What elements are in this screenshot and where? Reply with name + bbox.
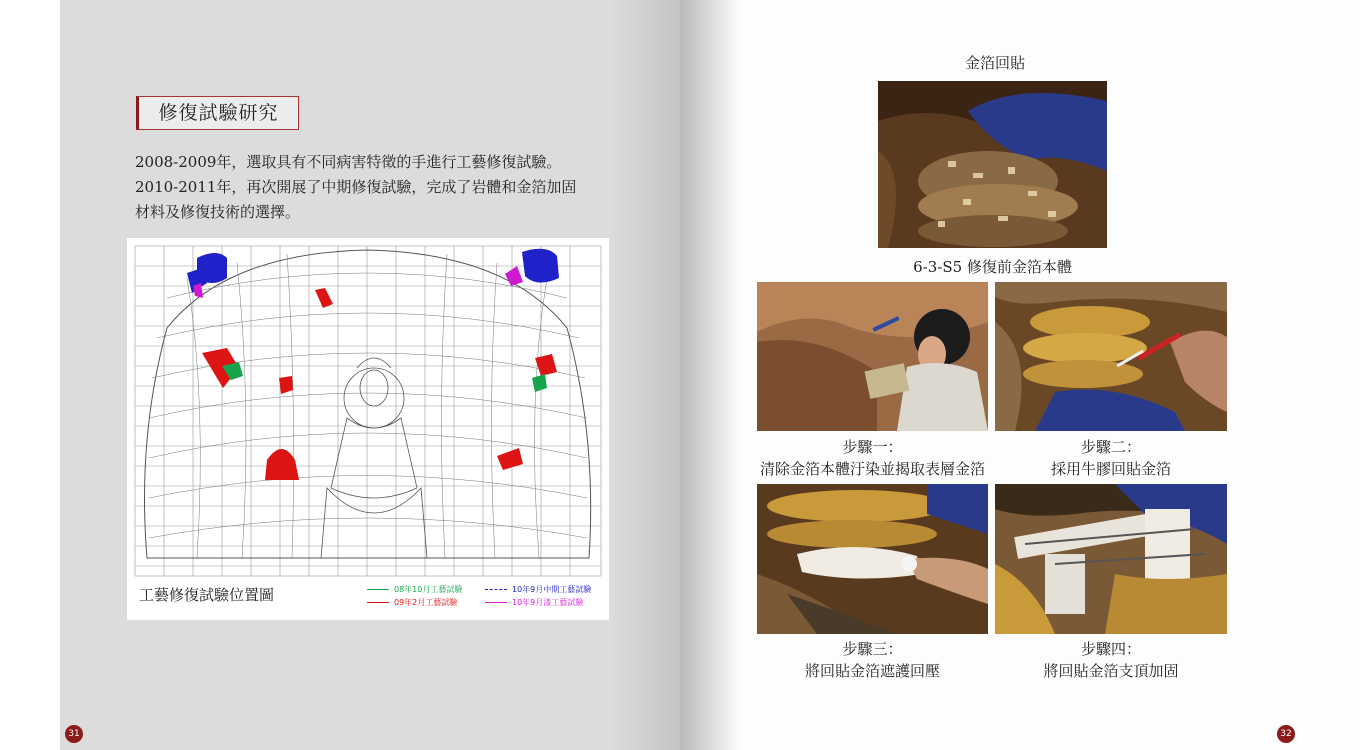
photo-step-2 <box>995 282 1227 431</box>
photo-step-1 <box>757 282 988 431</box>
map-legend <box>367 584 607 614</box>
photo-step-3 <box>757 484 988 634</box>
legend-swatch <box>367 602 389 603</box>
step-4-description: 將回貼金箔支頂加固 <box>1043 662 1179 680</box>
intro-line: 2008-2009年，選取具有不同病害特徵的手進行工藝修復試驗。 <box>135 153 562 171</box>
map-caption: 工藝修復試驗位置圖 <box>139 586 275 604</box>
intro-line: 2010-2011年，再次開展了中期修復試驗，完成了岩體和金箔加固 <box>135 178 577 196</box>
map-drawing <box>127 238 609 620</box>
step-2-label: 步驟二： <box>1080 438 1141 456</box>
photo-step-4 <box>995 484 1227 634</box>
legend-label: 08年10月工藝試驗 <box>394 585 463 594</box>
legend-item <box>485 597 583 608</box>
step-4-caption <box>995 638 1227 682</box>
page-number-left: 31 <box>65 725 83 743</box>
legend-label: 10年9月中期工藝試驗 <box>512 585 592 594</box>
intro-paragraph <box>135 150 615 225</box>
legend-item <box>485 584 591 595</box>
legend-label: 09年2月工藝試驗 <box>394 598 458 607</box>
step-1-description: 清除金箔本體汙染並揭取表層金箔 <box>759 460 985 478</box>
top-photo-caption: 6-3-S5 修復前金箔本體 <box>913 258 1072 276</box>
step-4-label: 步驟四： <box>1080 640 1141 658</box>
gutter-shadow-right <box>680 0 740 750</box>
legend-swatch <box>485 602 507 603</box>
step-3-caption <box>757 638 988 682</box>
photo-section-title: 金箔回貼 <box>964 54 1025 72</box>
intro-line: 材料及修復技術的選擇。 <box>135 203 301 221</box>
step-1-label: 步驟一： <box>842 438 903 456</box>
legend-item <box>367 597 457 608</box>
section-title: 修復試驗研究 <box>136 96 299 130</box>
legend-item <box>367 584 462 595</box>
page-number-right: 32 <box>1277 725 1295 743</box>
legend-swatch <box>367 589 389 590</box>
photo-before-restoration <box>878 81 1107 248</box>
step-2-caption <box>995 436 1227 480</box>
step-3-description: 將回貼金箔遮護回壓 <box>804 662 940 680</box>
legend-label: 10年9月漆工藝試驗 <box>512 598 584 607</box>
step-1-caption <box>757 436 988 480</box>
gutter-shadow-left <box>610 0 680 750</box>
step-2-description: 採用牛膠回貼金箔 <box>1050 460 1171 478</box>
step-3-label: 步驟三： <box>842 640 903 658</box>
restoration-test-location-map <box>127 238 609 620</box>
legend-swatch <box>485 589 507 590</box>
